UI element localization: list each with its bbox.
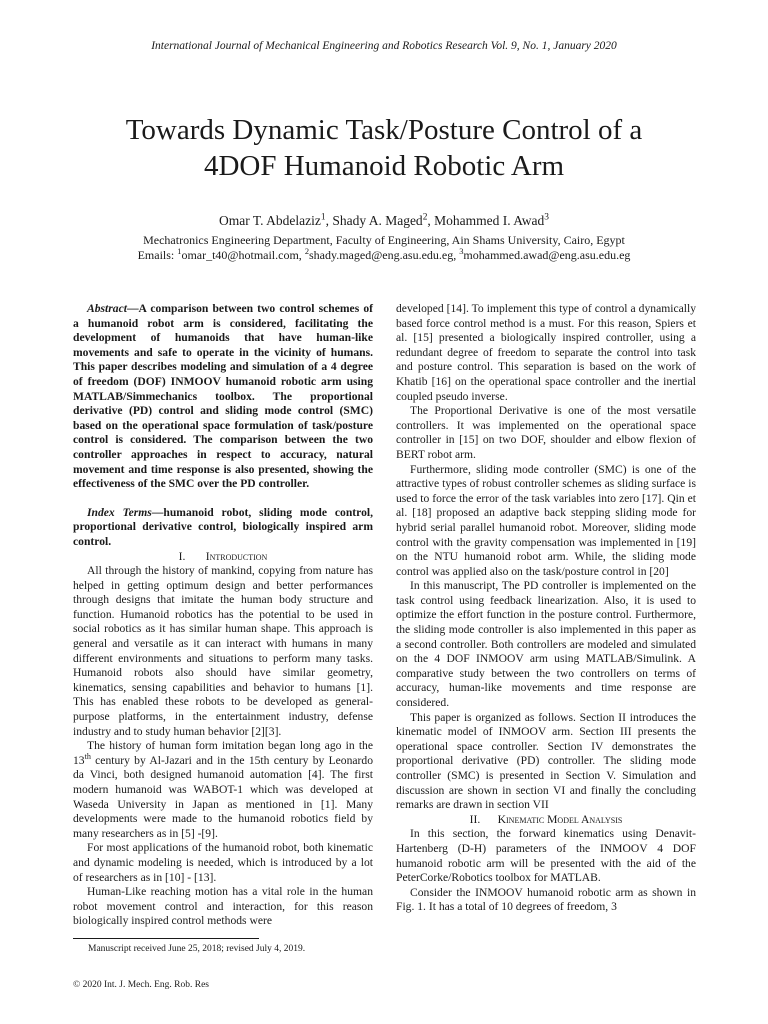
right-paragraph-3: Furthermore, sliding mode controller (SMC) is one of the attractive types of robust controller schemes as sliding surface is used to force the error of the task variables into zero [17]. Qin et al. [18] proposed an adaptive back stepping sliding mode for hybrid serial parallel humanoid robot. Moreover, sliding mode control with the gravity compensation was implemented in [19] on the NTU humanoid robot arm. While, the sliding mode control was applied also on the task/posture control in [20]	[396, 462, 696, 578]
right-paragraph-4: In this manuscript, The PD controller is implemented on the task control using feedback linearization. Also, it is used to optimize the effort function in the posture control. Furthermore, the sliding mode controller is also implemented in this paper as a second controller. Both controllers are modeled and simulated on the 4 DOF INMOOV arm using MATLAB/Simulink. A comparative study between the two controllers on terms of accuracy, human-like movements and time response are considered.	[396, 579, 696, 710]
emails	[0, 248, 768, 263]
author-3: Mohammed I. Awad	[434, 213, 545, 228]
emails-label: Emails:	[137, 248, 178, 262]
email-2-mark: 2	[304, 247, 309, 256]
author-1-mark: 1	[320, 212, 326, 223]
email-1-mark: 1	[177, 247, 182, 256]
section-2-title: Kinematic Model Analysis	[497, 812, 623, 826]
author-3-mark: 3	[544, 212, 549, 223]
copyright-footer: © 2020 Int. J. Mech. Eng. Rob. Res	[73, 980, 209, 990]
intro-paragraph-2-sup: th	[84, 751, 91, 761]
right-paragraph-2: The Proportional Derivative is one of the most versatile controllers. It was implemented on the operational space controller in [15] on two DOF, shoulder and elbow flexion of BERT robot arm.	[396, 404, 696, 461]
right-paragraph-1: developed [14]. To implement this type of control a dynamically based force control method is a must. For this reason, Spiers et al. [15] presented a biologically inspired controller, using a redundant degree of freedom to separate the control into task and posture control. This separation is based on the work of Khatib [16] on the operational space controller and the inertial coupled pseudo inverse.	[396, 302, 696, 403]
index-terms	[73, 506, 373, 550]
right-paragraph-5: This paper is organized as follows. Section II introduces the kinematic model of INMOOV arm. Section III presents the operational space controller. Section IV demonstrates the proportional derivative (PD) controller. The sliding mode controller (SMC) is presented in Section V. Simulation and discussion are shown in section VI and finally the concluding remarks are drawn in section VII	[396, 710, 696, 812]
journal-header: International Journal of Mechanical Engineering and Robotics Research Vol. 9, No. 1, January 2020	[151, 40, 617, 52]
right-paragraph-6: In this section, the forward kinematics using Denavit-Hartenberg (D-H) parameters of the INMOOV 4 DOF humanoid robotic arm will be presented with the aid of the PeterCorke/Robotics toolbox for MATLAB.	[396, 827, 696, 885]
section-heading-2	[396, 813, 696, 828]
title-line-1: Towards Dynamic Task/Posture Control of a	[125, 114, 643, 146]
affiliation: Mechatronics Engineering Department, Faculty of Engineering, Ain Shams University, Cairo, Egypt	[143, 233, 625, 247]
index-terms-text: —humanoid robot, sliding mode control, proportional derivative control, biologically inspired arm control.	[73, 505, 373, 548]
paper-title	[80, 112, 688, 184]
intro-paragraph-2-b: century by Al-Jazari and in the 15th century by Leonardo da Vinci, both designed humanoid automation [4]. The first modern humanoid was WABOT-1 which was developed at Waseda University in Japan as mentioned in [1]. Many developments were made to the humanoid robotics field by many researchers as in [5] -[9].	[73, 753, 373, 840]
intro-paragraph-2-a: The history of human form imitation began long ago in the 13	[73, 739, 373, 767]
title-line-2: 4DOF Humanoid Robotic Arm	[203, 150, 565, 182]
author-2: Shady A. Maged	[332, 213, 423, 228]
email-3-mark: 3	[459, 247, 464, 256]
author-1: Omar T. Abdelaziz	[219, 213, 321, 228]
author-list: Omar T. Abdelaziz$^1$, Shady A. Maged$^2$, Mohammed I. Awad$^3$	[219, 212, 549, 228]
section-1-title: Introduction	[205, 549, 268, 563]
intro-paragraph-3: For most applications of the humanoid robot, both kinematic and dynamic modeling is needed, which is introduced by a lot of researchers as in [10] - [13].	[73, 841, 373, 884]
footnote-divider	[73, 938, 259, 939]
email-3: mohammed.awad@eng.asu.edu.eg	[463, 248, 631, 262]
affiliation-block	[0, 233, 768, 263]
email-2: shady.maged@eng.asu.edu.eg,	[309, 248, 460, 262]
index-terms-lead: Index Terms	[87, 505, 152, 519]
email-1: omar_t40@hotmail.com,	[181, 248, 305, 262]
intro-paragraph-1: All through the history of mankind, copying from nature has helped in getting optimum design and better performances through designs that imitate the human body structure and function. Humanoid robotics has the potential to be used in social robotics as it has similar human shape. This approach is general and versatile as it can interact with humans in many different environments and situations to perform many tasks. Humanoid robots also should have similar geometry, kinematics, sensing capabilities and behavior to humans [1]. This has enabled these robots to be developed as general-purpose platforms, in the entertainment industry, defense industry and to study human behavior [2][3].	[73, 564, 373, 738]
intro-paragraph-2	[73, 739, 373, 841]
right-column	[396, 302, 696, 915]
section-1-number: I.	[178, 549, 186, 563]
intro-paragraph-4: Human-Like reaching motion has a vital role in the human robot movement control and interaction, for this reason biologically inspired control methods were	[73, 885, 373, 928]
abstract	[73, 302, 373, 492]
abstract-text: —A comparison between two control schemes of a humanoid robot arm is considered, facilitating the development of humanoids that have human-like movements and safe to operate in the vicinity of humans. This paper describes modeling and simulation of a 4 degree of freedom (DOF) INMOOV humanoid robotic arm using MATLAB/Simmechanics toolbox. The proportional derivative (PD) control and sliding mode control (SMC) based on the operational space formulation of task/posture control is considered. The comparison between the two controller approaches in respect to accuracy, natural movement and time response is also presented, showing the effectiveness of the SMC over the PD controller.	[73, 302, 373, 491]
section-2-number: II.	[469, 812, 481, 826]
section-heading-1	[73, 550, 373, 565]
footnote: Manuscript received June 25, 2018; revised July 4, 2019.	[88, 944, 306, 954]
left-column	[73, 302, 373, 929]
author-2-mark: 2	[422, 212, 428, 223]
right-paragraph-7: Consider the INMOOV humanoid robotic arm as shown in Fig. 1. It has a total of 10 degrees of freedom, 3	[396, 885, 696, 914]
abstract-lead: Abstract	[87, 302, 127, 315]
